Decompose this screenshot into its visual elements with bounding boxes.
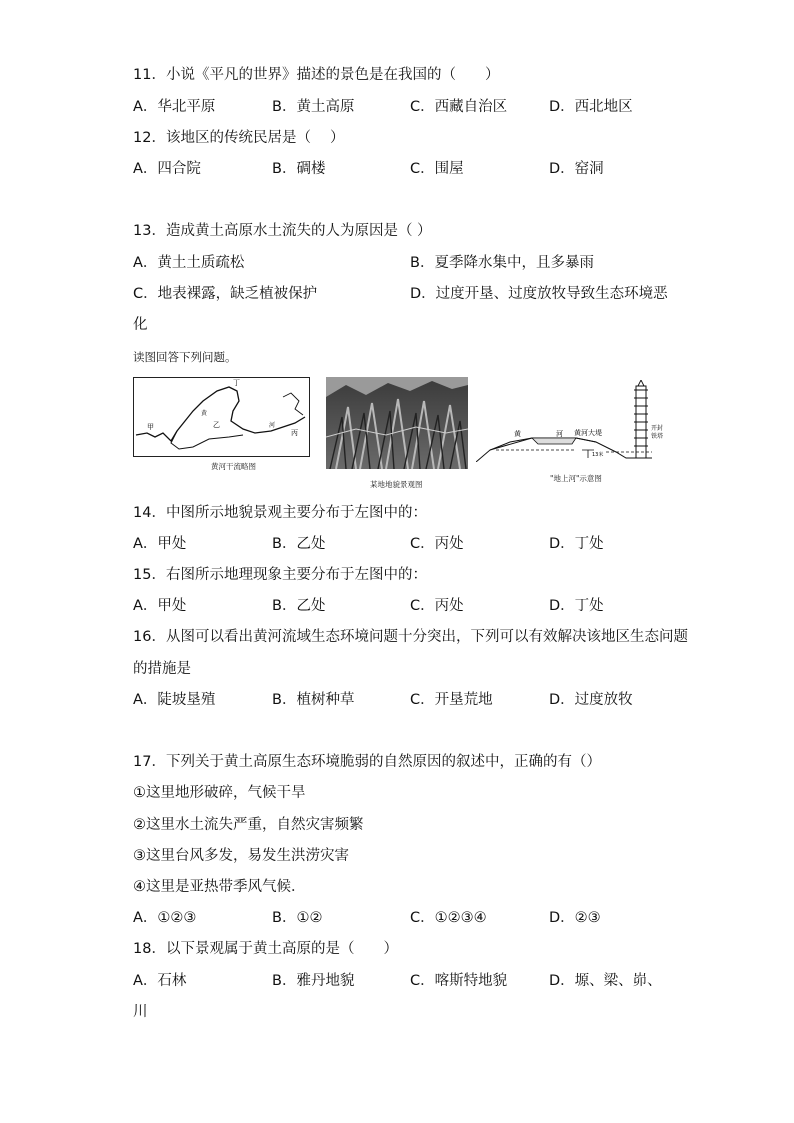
q13-option-d-wrap: 化 [133,317,148,333]
q16-option-d[interactable]: D．过度放牧 [549,692,633,708]
q13-option-c[interactable]: C．地表裸露，缺乏植被保护 [133,286,318,302]
q14-option-a[interactable]: A．甲处 [133,536,187,552]
q16-option-c[interactable]: C．开垦荒地 [410,692,493,708]
diagram-label-depth: 13米 [592,452,604,458]
q15-option-a[interactable]: A．甲处 [133,598,187,614]
q15-option-d[interactable]: D．丁处 [549,598,604,614]
q18-option-b[interactable]: B．雅丹地貌 [272,973,355,989]
diagram-label-tower: 铁塔 [651,433,664,440]
q18-option-a[interactable]: A．石林 [133,973,187,989]
q18-option-c[interactable]: C．喀斯特地貌 [410,973,508,989]
map-label-ding: 丁 [233,379,240,387]
landform-photo-figure [326,377,468,489]
q12-option-a[interactable]: A．四合院 [133,161,201,177]
q16-option-b[interactable]: B．植树种草 [272,692,355,708]
question-16-stem-cont: 的措施是 [133,661,191,677]
question-18-stem: 18．以下景观属于黄土高原的是（ ） [133,941,398,957]
q16-option-a[interactable]: A．陡坡垦殖 [133,692,216,708]
map-label-yi: 乙 [213,421,220,429]
question-13-stem: 13．造成黄土高原水土流失的人为原因是（ ） [133,223,432,239]
q13-option-b[interactable]: B．夏季降水集中，且多暴雨 [410,255,594,271]
above-ground-river-svg [476,380,664,462]
diagram-label-huang: 黄 [514,430,521,438]
photo-caption: 某地地貌景观图 [370,480,423,489]
question-15-stem: 15．右图所示地理现象主要分布于左图中的： [133,567,427,583]
q11-option-c[interactable]: C．西藏自治区 [410,99,508,115]
q17-option-d[interactable]: D．②③ [549,910,601,926]
landform-photo-svg [326,377,468,469]
q11-option-d[interactable]: D．西北地区 [549,99,633,115]
figure-intro: 读图回答下列问题。 [133,350,237,364]
map-label-he: 河 [269,422,276,429]
map-label-bing: 丙 [291,429,298,437]
q12-option-d[interactable]: D．窑洞 [549,161,604,177]
q14-option-c[interactable]: C．丙处 [410,536,464,552]
q11-option-a[interactable]: A．华北平原 [133,99,216,115]
question-12-stem: 12．该地区的传统民居是（ ） [133,130,345,146]
q17-item-3: ③这里台风多发，易发生洪涝灾害 [133,848,349,864]
diagram-label-he: 河 [556,430,563,438]
diagram-label-levee: 黄河大堤 [574,429,602,437]
question-16-stem: 16．从图可以看出黄河流域生态环境问题十分突出，下列可以有效解决该地区生态问题 [133,629,688,645]
q14-option-b[interactable]: B．乙处 [272,536,326,552]
q14-option-d[interactable]: D．丁处 [549,536,604,552]
q12-option-b[interactable]: B．碉楼 [272,161,326,177]
q12-option-c[interactable]: C．围屋 [410,161,464,177]
q17-item-2: ②这里水土流失严重，自然灾害频繁 [133,817,364,833]
diagram-caption: "地上河"示意图 [550,474,602,483]
q13-option-a[interactable]: A．黄土土质疏松 [133,255,245,271]
diagram-label-kaifeng: 开封 [651,425,664,432]
q17-option-a[interactable]: A．①②③ [133,910,197,926]
q17-option-b[interactable]: B．①② [272,910,323,926]
question-11-stem: 11．小说《平凡的世界》描述的景色是在我国的（ ） [133,67,500,83]
q15-option-b[interactable]: B．乙处 [272,598,326,614]
q13-option-d[interactable]: D．过度开垦、过度放牧导致生态环境恶 [410,286,668,302]
q17-item-4: ④这里是亚热带季风气候． [133,879,306,895]
q11-option-b[interactable]: B．黄土高原 [272,99,355,115]
q15-option-c[interactable]: C．丙处 [410,598,464,614]
question-17-stem: 17．下列关于黄土高原生态环境脆弱的自然原因的叙述中，正确的有（） [133,754,601,770]
map-label-jia: 甲 [147,423,154,431]
q18-option-d-wrap: 川 [133,1004,148,1020]
q17-item-1: ①这里地形破碎，气候干旱 [133,785,306,801]
question-14-stem: 14．中图所示地貌景观主要分布于左图中的： [133,505,427,521]
above-ground-river-figure [476,380,664,484]
map-caption: 黄河干流略图 [211,462,256,471]
yellow-river-map-figure [133,377,310,477]
q17-option-c[interactable]: C．①②③④ [410,910,487,926]
map-label-huang: 黄 [201,410,208,417]
q18-option-d[interactable]: D．塬、梁、峁、 [549,973,662,989]
